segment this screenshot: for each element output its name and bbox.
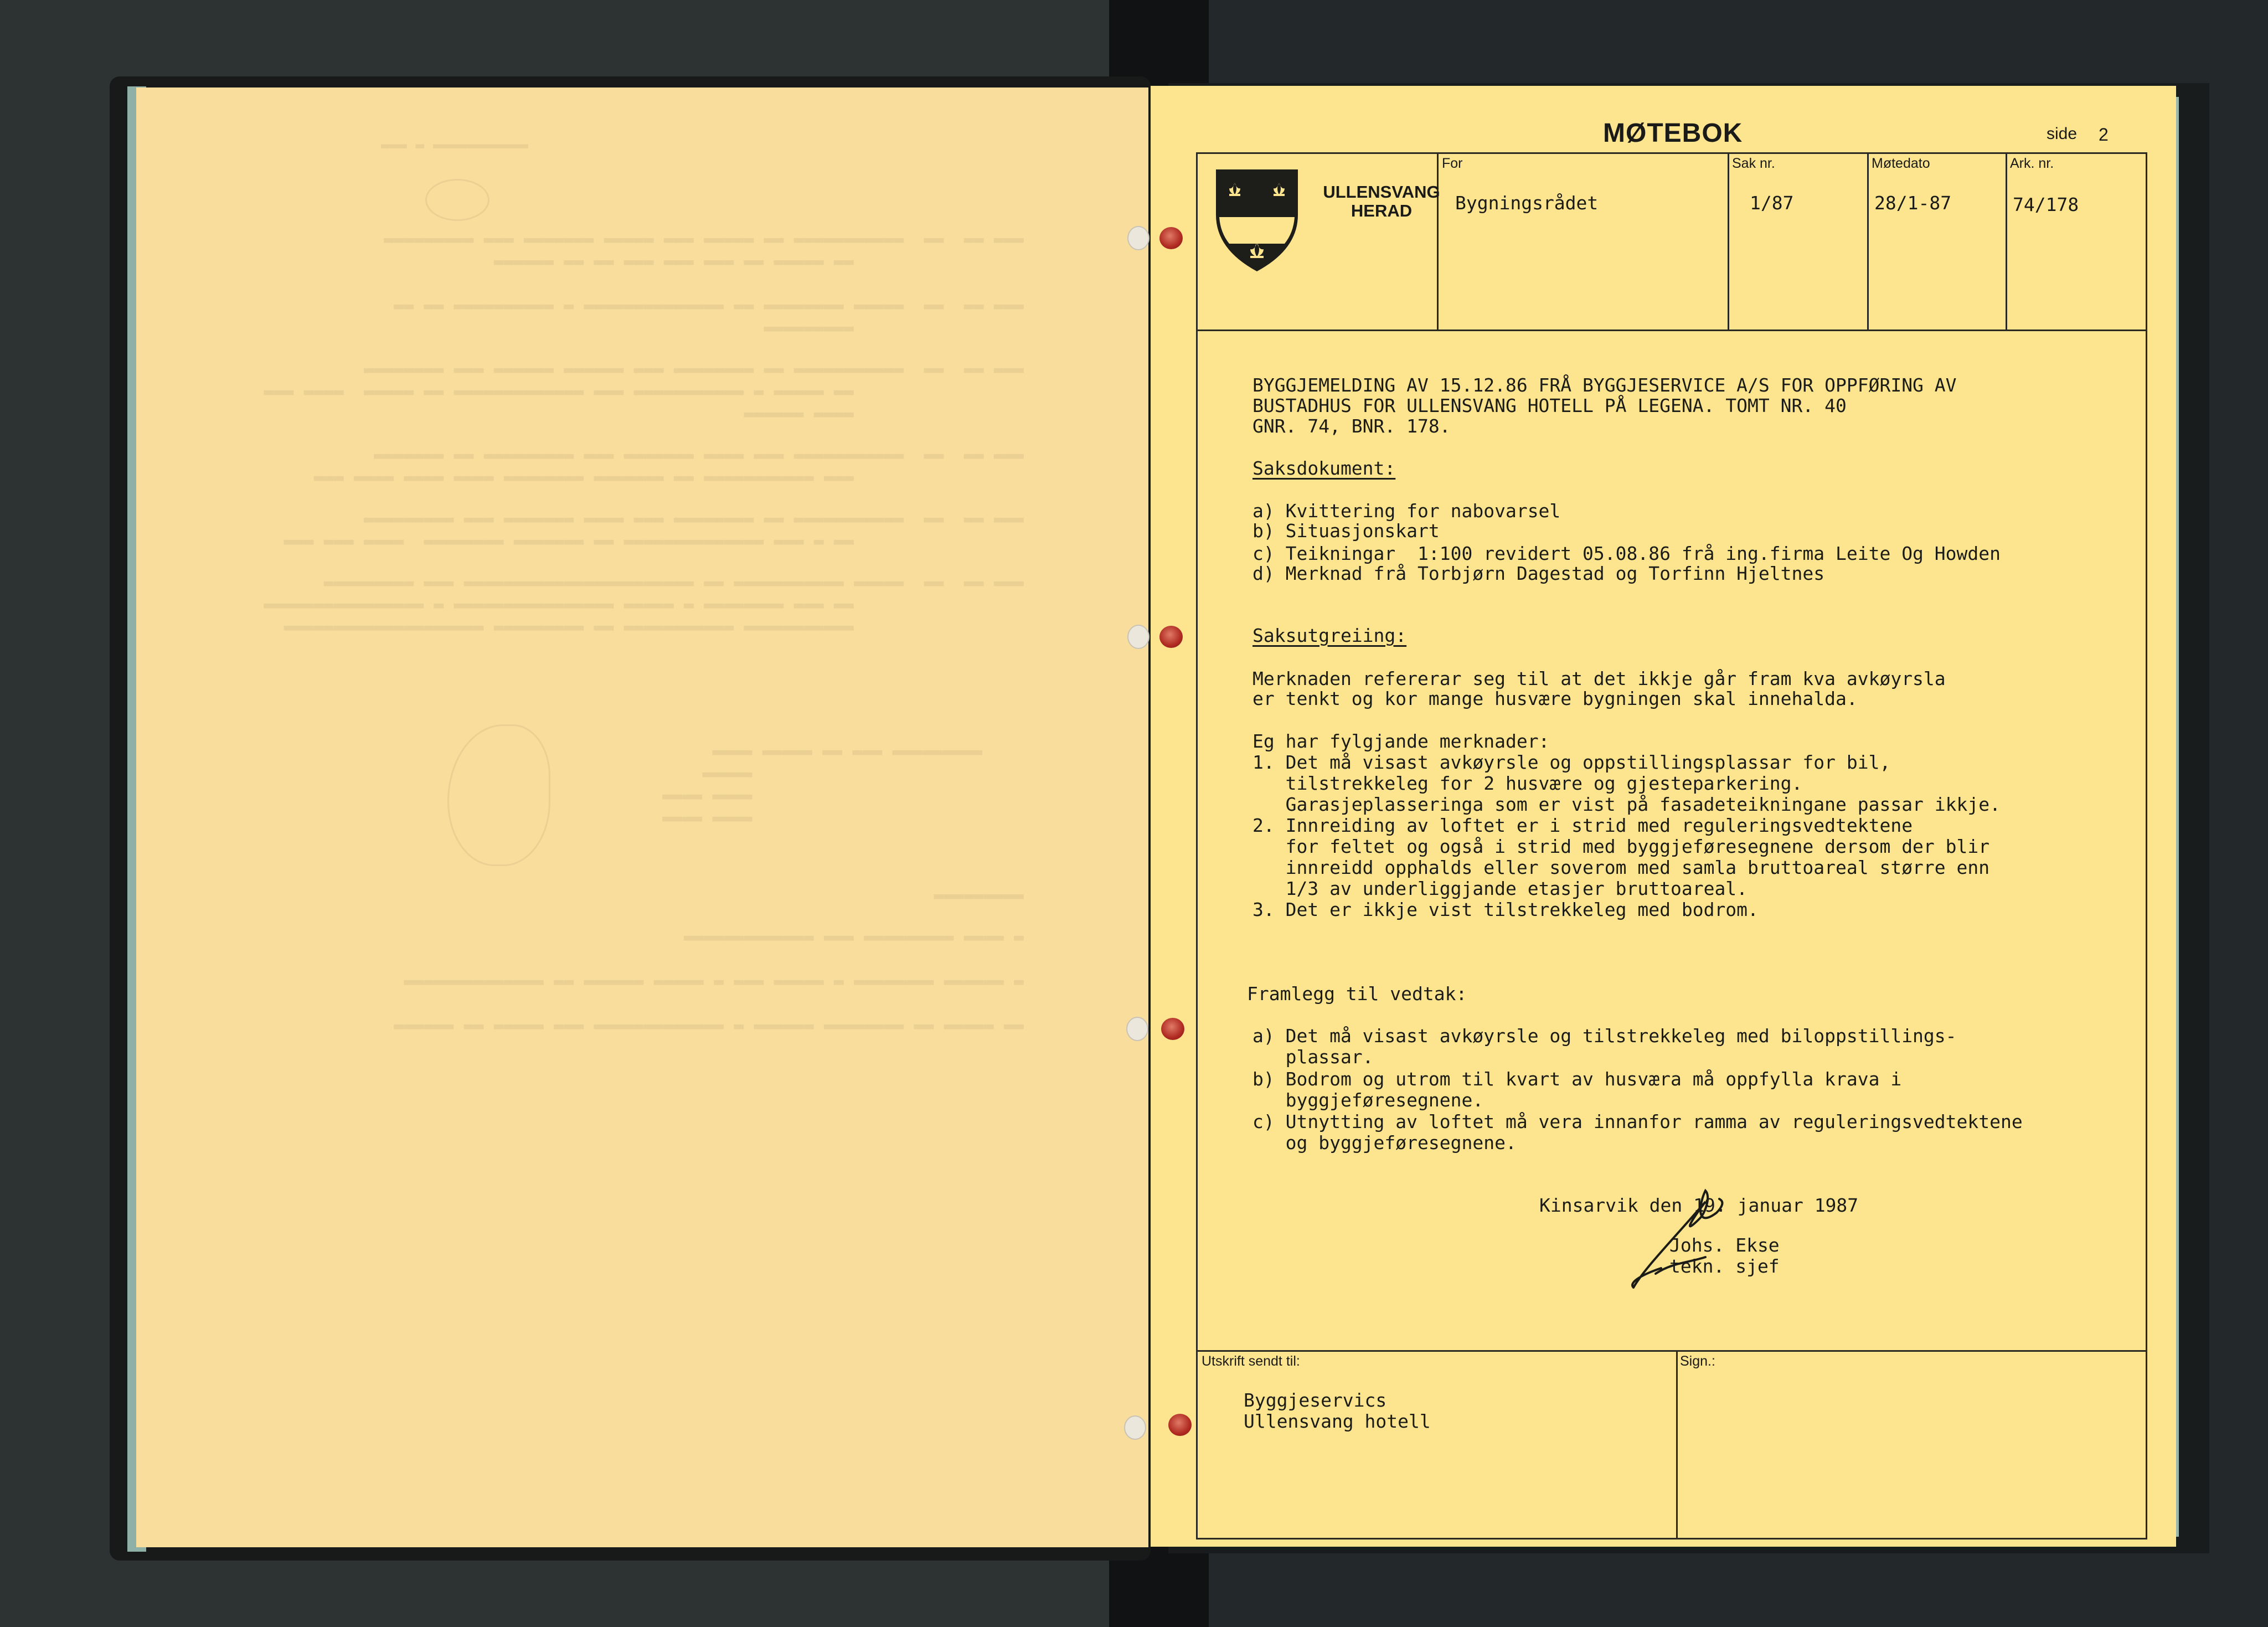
merknader-line: 1/3 av underliggjande etasjer bruttoareal. [1252, 878, 1748, 899]
saksutgreiing-line: Merknaden refererar seg til at det ikkje går fram kva avkøyrsla [1252, 668, 1946, 689]
framlegg-line: a) Det må visast avkøyrsle og tilstrekkeleg med biloppstillings- [1252, 1025, 1957, 1047]
header-bottom-rule [1196, 329, 2147, 331]
binder-hole [1127, 625, 1150, 649]
left-page-bleedthrough: ▬▬▬▬▬▬▬▬▬▬▬ ▬ ▬▬▬ ▬▬▬ ▬▬ ▬▬ ▬▬▬▬▬▬▬▬▬▬▬ ▬▬ ▬▬▬▬▬ ▬▬▬ ▬▬▬▬▬ ▬▬▬▬▬▬▬ ▬▬▬ ▬▬▬▬▬▬▬▬▬ ▬▬ ▬▬▬▬▬ ▬▬ ▬▬▬ ▬▬▬ ▬▬▬ ▬▬ ▬▬ ▬▬▬▬▬▬ ▬▬▬ ▬▬ ▬▬ ▬▬▬▬▬ ▬▬▬▬▬▬▬▬ ▬▬ ▬▬▬▬▬▬▬▬▬▬▬▬▬▬ ▬ ▬▬▬▬▬▬▬▬▬▬ ▬▬ ▬▬ ▬▬▬▬▬▬▬▬▬ ▬▬▬ ▬▬ ▬▬ ▬▬▬▬▬▬▬▬▬▬▬ ▬▬ ▬▬▬▬▬▬▬▬ ▬▬▬ ▬▬▬▬▬▬ ▬▬▬▬▬▬ ▬▬▬ ▬▬▬▬▬▬▬▬ ▬▬ ▬▬▬▬▬ ▬ ▬▬▬▬▬▬▬▬▬▬▬ ▬▬▬ ▬▬▬▬▬▬▬▬▬▬▬▬▬ ▬▬ ▬▬▬▬▬ ▬▬▬▬ ▬▬▬ ▬▬▬▬ ▬▬▬▬▬▬ ▬▬▬ ▬▬ ▬▬ ▬▬▬▬▬▬▬▬▬▬▬ ▬▬▬ ▬▬▬▬ ▬▬▬▬▬▬▬ ▬▬▬ ▬▬▬▬▬▬▬▬▬ ▬▬ ▬▬▬▬▬▬▬ ▬▬▬ ▬▬▬▬▬▬▬▬▬▬▬ ▬▬ ▬▬▬▬▬▬▬ ▬▬▬▬▬▬▬▬ ▬▬▬▬ ▬▬▬▬ ▬▬▬▬ ▬▬▬ ▬▬▬ ▬▬ ▬▬ ▬▬▬▬▬▬▬▬▬▬▬ ▬▬ ▬▬▬▬▬▬▬▬ ▬▬▬ ▬▬▬▬ ▬▬▬▬▬▬▬ ▬▬▬ ▬▬▬▬▬▬▬▬▬ ▬▬ ▬ ▬▬▬ ▬▬▬▬▬▬▬▬▬▬▬▬▬▬ ▬▬ ▬▬▬▬▬▬▬ ▬▬▬▬▬▬▬▬ ▬▬▬▬ ▬▬▬ ▬▬▬ ▬▬▬ ▬▬ ▬▬ ▬▬▬▬▬ ▬▬▬▬▬▬▬▬▬▬▬ ▬▬ ▬▬▬▬▬▬▬▬▬▬▬▬▬▬▬▬▬▬▬▬▬▬▬ ▬▬▬ ▬▬▬▬▬▬▬▬▬ ▬▬ ▬▬▬ ▬▬▬▬▬▬▬▬ ▬ ▬▬▬▬▬ ▬▬▬▬▬▬▬▬▬▬▬▬▬▬▬▬ ▬ ▬▬▬▬▬▬▬▬▬▬▬▬▬▬▬▬ ▬▬▬▬▬▬▬▬▬▬▬ ▬▬▬▬▬▬▬▬▬▬▬ ▬▬ ▬▬▬▬▬▬▬▬▬ ▬▬▬▬▬▬▬▬▬▬▬▬▬▬▬▬▬▬▬▬ ▬▬▬▬▬▬▬▬▬ ▬▬▬ ▬▬ ▬▬▬▬▬ ▬▬▬▬ ▬▬▬▬▬ ▬▬▬▬ ▬▬▬▬ ▬▬▬▬ ▬▬▬▬ ▬▬▬▬▬▬▬▬▬ ▬ ▬▬▬▬ ▬▬▬▬▬▬▬▬▬ ▬▬▬ ▬▬▬▬▬▬▬▬▬▬▬▬▬ ▬ ▬▬▬▬▬▬ ▬▬▬▬▬▬▬▬ ▬ ▬▬▬▬▬ ▬▬▬ ▬ ▬▬▬▬▬ ▬▬▬▬▬▬ ▬▬ ▬▬▬▬▬▬▬▬▬▬▬▬▬▬ ▬▬ ▬▬▬▬▬ ▬▬ ▬▬▬▬▬▬▬▬ ▬▬▬▬▬▬ ▬ ▬▬▬▬▬▬▬▬▬▬▬▬▬ ▬▬▬ ▬▬▬▬▬ ▬▬ ▬▬▬▬▬▬ [264, 137, 1024, 1036]
herad-name: ULLENSVANG HERAD [1323, 182, 1440, 220]
form-title: MØTEBOK [1603, 119, 1743, 148]
motedato-value: 28/1-87 [1874, 192, 1952, 214]
subject-line: BYGGJEMELDING AV 15.12.86 FRÅ BYGGJESERVICE A/S FOR OPPFØRING AV [1252, 374, 1957, 396]
framlegg-line: plassar. [1252, 1046, 1374, 1068]
utskrift-label: Utskrift sendt til: [1202, 1353, 1300, 1369]
signer-title: tekn. sjef [1669, 1255, 1780, 1277]
binder-grommet [1159, 626, 1183, 648]
coat-of-arms-icon [1213, 166, 1301, 274]
for-label: For [1442, 156, 1463, 171]
utskrift-recipient: Ullensvang hotell [1244, 1410, 1431, 1432]
framlegg-heading: Framlegg til vedtak: [1247, 983, 1467, 1005]
binder-grommet [1159, 227, 1183, 249]
merknader-line: for feltet og også i strid med byggjeføresegnene dersom der blir [1252, 836, 1990, 857]
binder-hole [1127, 226, 1150, 250]
framlegg-line: b) Bodrom og utrom til kvart av husværa må oppfylla krava i [1252, 1068, 1902, 1090]
header-divider [1867, 152, 1869, 329]
sak-label: Sak nr. [1732, 156, 1775, 171]
footer-divider [1676, 1350, 1678, 1540]
saksdokument-heading: Saksdokument: [1252, 457, 1396, 479]
saksdokument-item: b) Situasjonskart [1252, 520, 1440, 542]
handwritten-signature [1622, 1180, 1733, 1290]
footer-top-rule [1196, 1350, 2147, 1352]
binder-hole [1124, 1415, 1146, 1440]
header-divider [1728, 152, 1729, 329]
merknader-line: innreidd opphalds eller soverom med samla bruttoareal større enn [1252, 857, 1990, 878]
binder-grommet [1168, 1414, 1192, 1436]
utskrift-recipient: Byggjeservics [1244, 1389, 1387, 1411]
signer-name: Johs. Ekse [1669, 1234, 1780, 1256]
framlegg-line: byggjeføresegnene. [1252, 1089, 1484, 1111]
page-side-number: 2 [2099, 125, 2109, 145]
saksdokument-item: d) Merknad frå Torbjørn Dagestad og Torfinn Hjeltnes [1252, 563, 1825, 584]
subject-line: GNR. 74, BNR. 178. [1252, 415, 1451, 437]
for-value: Bygningsrådet [1455, 192, 1599, 214]
sak-value: 1/87 [1750, 192, 1794, 214]
merknader-line: tilstrekkeleg for 2 husvære og gjesteparkering. [1252, 773, 1803, 794]
closing-date: Kinsarvik den 19. januar 1987 [1539, 1194, 1859, 1216]
merknader-line: 3. Det er ikkje vist tilstrekkeleg med bodrom. [1252, 899, 1759, 920]
binder-hole [1126, 1017, 1148, 1041]
page-side-label: side [2047, 125, 2078, 143]
subject-line: BUSTADHUS FOR ULLENSVANG HOTELL PÅ LEGENA. TOMT NR. 40 [1252, 395, 1847, 416]
saksdokument-item: c) Teikningar 1:100 revidert 05.08.86 frå ing.firma Leite Og Howden [1252, 543, 2001, 564]
ark-label: Ark. nr. [2010, 156, 2054, 171]
binder-grommet [1161, 1018, 1184, 1040]
framlegg-line: og byggjeføresegnene. [1252, 1132, 1517, 1154]
merknader-line: Eg har fylgjande merknader: [1252, 730, 1550, 752]
saksutgreiing-line: er tenkt og kor mange husvære bygningen skal innehalda. [1252, 688, 1858, 709]
framlegg-line: c) Utnytting av loftet må vera innanfor ramma av reguleringsvedtektene [1252, 1111, 2023, 1132]
merknader-line: Garasjeplasseringa som er vist på fasadeteikningane passar ikkje. [1252, 794, 2001, 815]
header-divider [2006, 152, 2007, 329]
header-divider [1437, 152, 1439, 329]
saksutgreiing-heading: Saksutgreiing: [1252, 625, 1407, 646]
sign-label: Sign.: [1680, 1353, 1715, 1369]
merknader-line: 2. Innreiding av loftet er i strid med reguleringsvedtektene [1252, 815, 1913, 836]
saksdokument-item: a) Kvittering for nabovarsel [1252, 500, 1561, 522]
ark-value: 74/178 [2013, 194, 2079, 215]
merknader-line: 1. Det må visast avkøyrsle og oppstillingsplassar for bil, [1252, 751, 1891, 773]
motedato-label: Møtedato [1872, 156, 1930, 171]
